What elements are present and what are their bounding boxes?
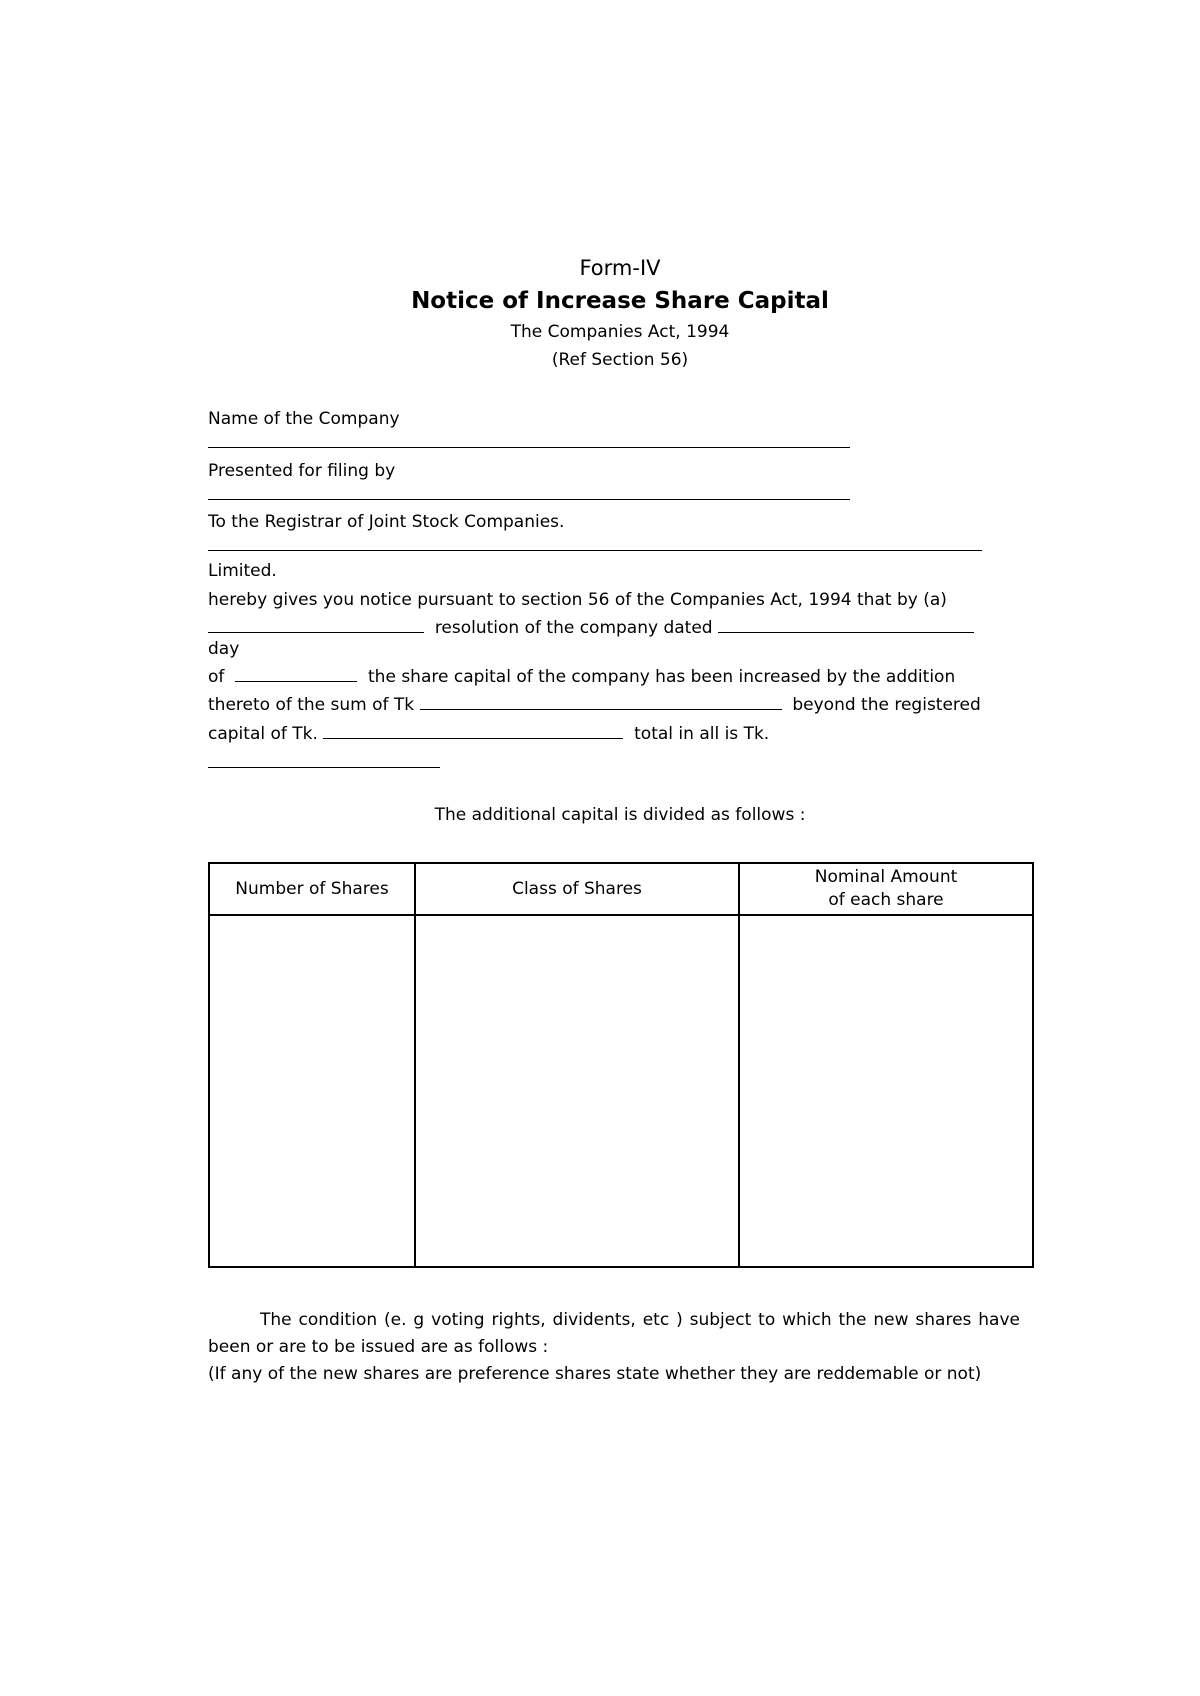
- company-name-field[interactable]: [208, 447, 850, 448]
- registered-capital-field[interactable]: [323, 724, 623, 739]
- company-name-label: Name of the Company: [208, 409, 400, 429]
- sum-line: [208, 694, 981, 716]
- nominal-amount-header: [739, 863, 1033, 915]
- sum-amount-field[interactable]: [420, 695, 782, 710]
- section-ref: (Ref Section 56): [551, 350, 689, 370]
- table-row: [209, 915, 1033, 1267]
- form-header: [0, 252, 1200, 374]
- total-text: total in all is Tk.: [634, 724, 770, 744]
- condition-text: The condition (e. g voting rights, dividents, etc ) subject to which the new shares have been or are to be issued are as follows :: [208, 1310, 1020, 1357]
- form-number: Form-IV: [579, 256, 661, 280]
- share-capital-text: the share capital of the company has been increased by the addition: [368, 667, 956, 687]
- shares-table: [208, 862, 1034, 1268]
- total-amount-field[interactable]: [208, 767, 440, 768]
- nominal-amount-line1: Nominal Amount: [814, 867, 958, 887]
- resolution-line: [208, 617, 974, 639]
- resolution-date-field[interactable]: [718, 618, 974, 633]
- capital-text: capital of Tk.: [208, 724, 318, 744]
- table-header-row: [209, 863, 1033, 915]
- sum-text: thereto of the sum of Tk: [208, 695, 415, 715]
- number-of-shares-header: Number of Shares: [209, 863, 415, 915]
- preference-note: (If any of the new shares are preference shares state whether they are reddemable or not): [208, 1364, 982, 1384]
- capital-line: [208, 723, 769, 745]
- resolution-text: resolution of the company dated: [434, 618, 713, 638]
- additional-capital-heading: The additional capital is divided as follows :: [434, 805, 806, 825]
- company-full-name-field[interactable]: [208, 550, 982, 551]
- nominal-amount-line2: of each share: [828, 890, 944, 910]
- class-of-shares-cell[interactable]: [415, 915, 739, 1267]
- share-capital-line: [208, 666, 955, 688]
- of-label: of: [208, 667, 225, 687]
- limited-label: Limited.: [208, 561, 277, 581]
- act-name: The Companies Act, 1994: [510, 322, 730, 342]
- beyond-text: beyond the registered: [792, 695, 981, 715]
- notice-text: hereby gives you notice pursuant to section 56 of the Companies Act, 1994 that by (a): [208, 590, 947, 610]
- day-label: day: [208, 639, 240, 659]
- registrar-label: To the Registrar of Joint Stock Companies.: [208, 512, 565, 532]
- month-field[interactable]: [235, 667, 357, 682]
- presented-by-field[interactable]: [208, 499, 850, 500]
- form-title: Notice of Increase Share Capital: [411, 288, 829, 314]
- nominal-amount-cell[interactable]: [739, 915, 1033, 1267]
- presented-by-label: Presented for filing by: [208, 461, 396, 481]
- resolution-type-field[interactable]: [208, 618, 424, 633]
- class-of-shares-header: Class of Shares: [415, 863, 739, 915]
- number-of-shares-cell[interactable]: [209, 915, 415, 1267]
